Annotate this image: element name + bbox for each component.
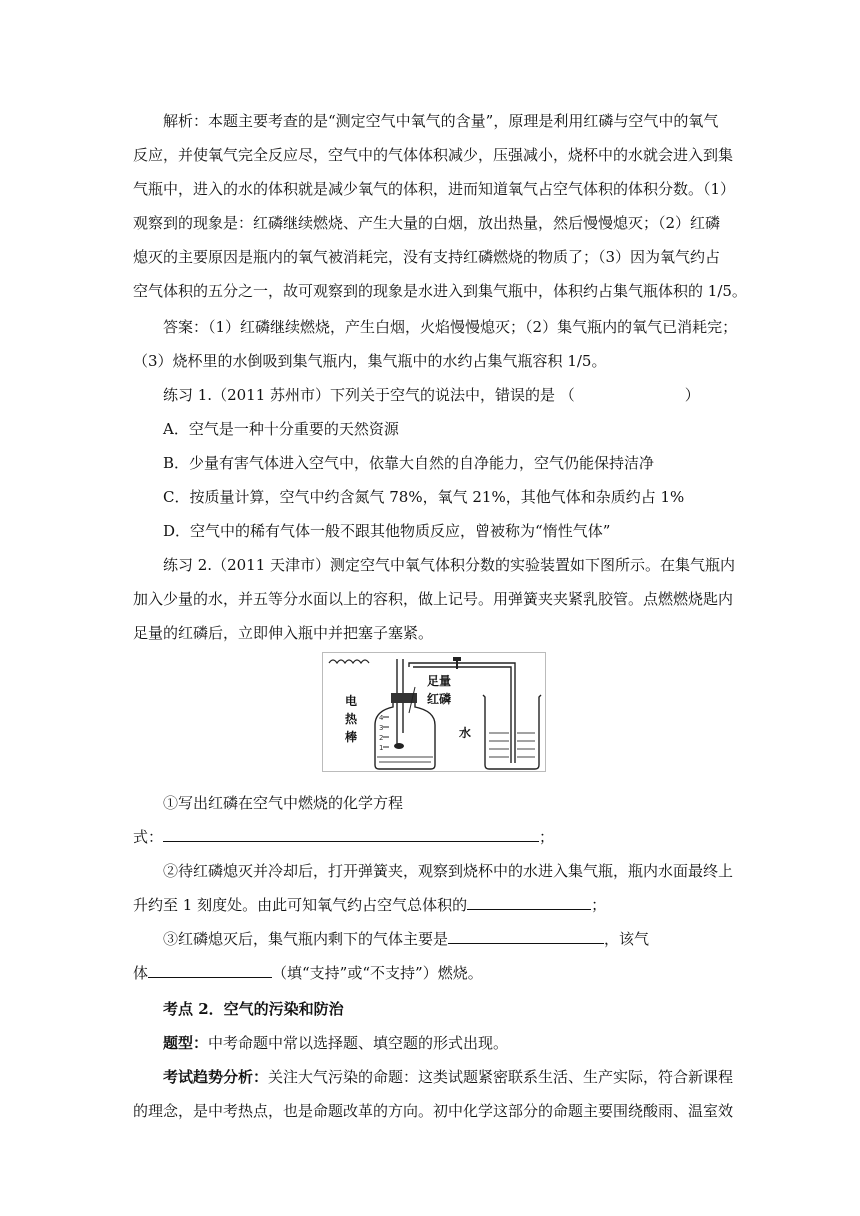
section2-type-label: 题型：	[163, 1034, 209, 1052]
label-phosphorus-1: 足量	[427, 674, 452, 688]
q3-prefix: ③红磷熄灭后，集气瓶内剩下的气体主要是	[163, 930, 449, 948]
q1-suffix: ；	[539, 828, 555, 846]
label-rod-2: 热	[345, 712, 358, 726]
exercise1-stem-close: ）	[684, 386, 700, 404]
section2-type-text: 中考命题中常以选择题、填空题的形式出现。	[208, 1034, 509, 1052]
q1-answer-line	[133, 820, 733, 854]
heating-wire	[329, 660, 369, 663]
q3-blank-support[interactable]	[148, 959, 272, 978]
glass-tube	[409, 663, 515, 763]
apparatus-diagram	[323, 653, 545, 771]
scale-mark-4: 4	[379, 714, 384, 722]
analysis-line: 反应，并使氧气完全反应尽，空气中的气体体积减少，压强减小，烧杯中的水就会进入到集	[133, 146, 734, 164]
exercise1-option-c: C．按质量计算，空气中约含氮气 78%，氧气 21%，其他气体和杂质约占 1%	[163, 488, 685, 506]
q2-suffix: ；	[591, 896, 607, 914]
exercise1-option-a: A．空气是一种十分重要的天然资源	[163, 420, 399, 438]
section2-trend-text1: 关注大气污染的命题：这类试题紧密联系生活、生产实际，符合新课程	[268, 1068, 734, 1086]
q3-line	[133, 922, 733, 956]
analysis-line: 气瓶中，进入的水的体积就是减少氧气的体积，进而知道氧气占空气体积的体积分数。（1）	[133, 180, 736, 198]
analysis-line: 熄灭的主要原因是瓶内的氧气被消耗完，没有支持红磷燃烧的物质了；（3）因为氧气约占	[133, 248, 721, 266]
scale-mark-1: 1	[379, 744, 384, 752]
section2-type	[133, 1026, 733, 1060]
label-water: 水	[459, 726, 472, 740]
q3-line2	[133, 956, 733, 990]
exercise2-line: 足量的红磷后，立即伸入瓶中并把塞子塞紧。	[133, 624, 434, 642]
section2-title: 考点 2．空气的污染和防治	[163, 1000, 344, 1018]
spring-clamp	[453, 657, 461, 661]
analysis-line: 解析：本题主要考查的是“测定空气中氧气的含量”，原理是利用红磷与空气中的氧气	[163, 112, 719, 130]
q3-line2-prefix: 体	[133, 964, 149, 982]
q1-prefix: 式：	[133, 828, 164, 846]
answer-line: （3）烧杯里的水倒吸到集气瓶内，集气瓶中的水约占集气瓶容积 1/5。	[133, 352, 607, 370]
q3-mid: ，该气	[604, 930, 650, 948]
scale-mark-2: 2	[379, 734, 384, 742]
section2-trend	[133, 1060, 733, 1094]
exercise1-stem	[133, 378, 733, 412]
q2-line: ②待红磷熄灭并冷却后，打开弹簧夹，观察到烧杯中的水进入集气瓶，瓶内水面最终上	[163, 862, 734, 880]
label-rod-3: 棒	[345, 730, 358, 744]
exercise2-line: 加入少量的水，并五等分水面以上的容积，做上记号。用弹簧夹夹紧乳胶管。点燃燃烧匙内	[133, 590, 734, 608]
exercise1-stem-text: 练习 1.（2011 苏州市）下列关于空气的说法中，错误的是 （	[163, 386, 575, 404]
q2-prefix: 升约至 1 刻度处。由此可知氧气约占空气总体积的	[133, 896, 468, 914]
analysis-line: 空气体积的五分之一，故可观察到的现象是水进入到集气瓶中，体积约占集气瓶体积的 1/5。	[133, 282, 747, 300]
label-rod-1: 电	[345, 694, 358, 708]
q3-line2-suffix: （填“支持”或“不支持”）燃烧。	[272, 964, 483, 982]
apparatus-figure	[322, 652, 546, 772]
q1-blank[interactable]	[163, 823, 539, 842]
q1-line: ①写出红磷在空气中燃烧的化学方程	[163, 794, 404, 812]
exercise2-line: 练习 2.（2011 天津市）测定空气中氧气体积分数的实验装置如下图所示。在集气瓶内	[163, 556, 736, 574]
q3-blank-gas[interactable]	[448, 925, 604, 944]
combustion-spoon	[394, 743, 404, 749]
section2-trend-line2: 的理念，是中考热点，也是命题改革的方向。初中化学这部分的命题主要围绕酸雨、温室效	[133, 1102, 734, 1120]
exercise1-option-d: D．空气中的稀有气体一般不跟其他物质反应，曾被称为“惰性气体”	[163, 522, 611, 540]
section2-trend-label: 考试趋势分析：	[163, 1068, 269, 1086]
gas-bottle	[375, 703, 435, 769]
answer-line: 答案：（1）红磷继续燃烧，产生白烟，火焰慢慢熄灭；（2）集气瓶内的氧气已消耗完；	[163, 318, 738, 336]
analysis-line: 观察到的现象是：红磷继续燃烧、产生大量的白烟，放出热量，然后慢慢熄灭；（2）红磷	[133, 214, 721, 232]
q2-answer-line	[133, 888, 733, 922]
beaker	[483, 695, 541, 769]
q2-blank[interactable]	[467, 891, 591, 910]
exercise1-option-b: B．少量有害气体进入空气中，依靠大自然的自净能力，空气仍能保持洁净	[163, 454, 655, 472]
scale-mark-3: 3	[379, 724, 384, 732]
label-phosphorus-2: 红磷	[427, 692, 452, 706]
